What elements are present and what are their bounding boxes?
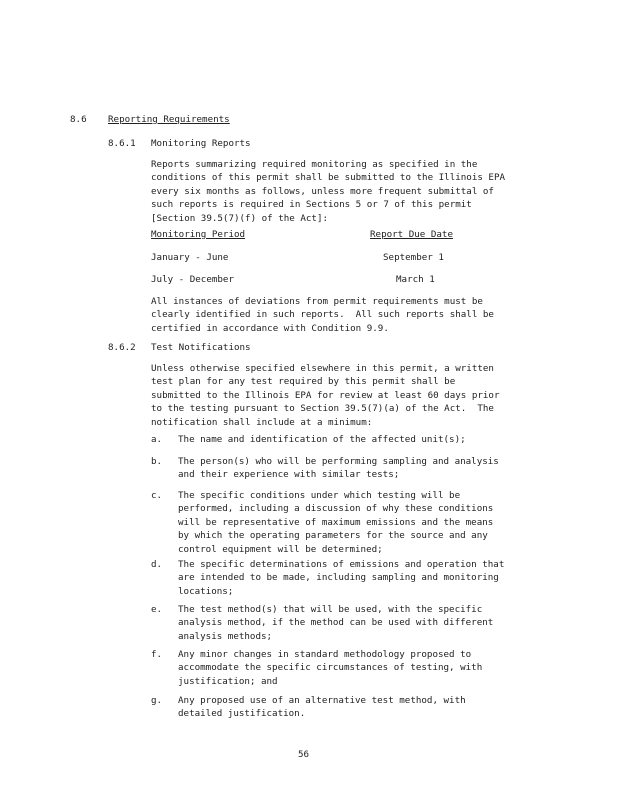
list-item-line: analysis methods;: [178, 630, 273, 642]
list-item-text: [178, 648, 482, 688]
paragraph-line: to the testing pursuant to Section 39.5(7)(a) of the Act. The: [151, 403, 494, 415]
paragraph-line: conditions of this permit shall be submitted to the Illinois EPA: [151, 172, 506, 184]
list-item-text: [178, 455, 499, 482]
monitoring-intro-paragraph: [151, 158, 505, 225]
table-cell-due: September 1: [383, 252, 444, 263]
list-item-line: and their experience with similar tests;: [178, 469, 400, 481]
list-item-line: will be representative of maximum emissions and the means: [178, 516, 494, 528]
paragraph-line: clearly identified in such reports. All such reports shall be: [151, 309, 494, 321]
paragraph-line: All instances of deviations from permit requirements must be: [151, 296, 483, 307]
table-cell-period: July - December: [151, 274, 234, 285]
list-item-line: Any minor changes in standard methodology proposed to: [178, 649, 472, 660]
subsection-number-monitoring: 8.6.1: [108, 138, 136, 149]
list-item-letter: e.: [151, 604, 163, 615]
test-intro-paragraph: [151, 362, 499, 429]
section-title: Reporting Requirements: [108, 114, 230, 125]
table-header-monitoring-period: Monitoring Period: [151, 229, 246, 240]
list-item-letter: d.: [151, 559, 163, 570]
list-item-text: [178, 694, 466, 721]
list-item-letter: b.: [151, 456, 163, 467]
paragraph-line: such reports is required in Sections 5 or 7 of this permit: [151, 199, 472, 211]
list-item-text: [178, 489, 493, 556]
paragraph-line: Reports summarizing required monitoring as specified in the: [151, 159, 478, 170]
list-item-letter: f.: [151, 649, 163, 660]
list-item-letter: c.: [151, 490, 163, 501]
paragraph-line: submitted to the Illinois EPA for review at least 60 days prior: [151, 389, 500, 401]
list-item-text: [178, 558, 504, 598]
list-item-line: justification; and: [178, 675, 278, 687]
list-item-line: The name and identification of the affected unit(s);: [178, 434, 466, 445]
paragraph-line: [Section 39.5(7)(f) of the Act]:: [151, 212, 329, 224]
list-item-line: detailed justification.: [178, 708, 306, 720]
list-item-text: [178, 433, 466, 446]
list-item-line: The specific conditions under which testing will be: [178, 490, 461, 501]
list-item-line: control equipment will be determined;: [178, 543, 383, 555]
paragraph-line: every six months as follows, unless more frequent submittal of: [151, 185, 494, 197]
paragraph-line: certified in accordance with Condition 9.9.: [151, 322, 389, 334]
section-number: 8.6: [70, 114, 87, 125]
list-item-line: The test method(s) that will be used, with the specific: [178, 604, 483, 615]
table-cell-period: January - June: [151, 252, 229, 263]
subsection-title-monitoring: Monitoring Reports: [151, 138, 251, 149]
list-item-line: The person(s) who will be performing sampling and analysis: [178, 456, 499, 467]
subsection-number-test: 8.6.2: [108, 342, 136, 353]
page-number: 56: [298, 749, 310, 760]
list-item-letter: a.: [151, 434, 163, 445]
table-header-report-due-date: Report Due Date: [370, 229, 453, 240]
list-item-line: locations;: [178, 585, 234, 597]
list-item-text: [178, 603, 493, 643]
list-item-line: by which the operating parameters for the source and any: [178, 530, 488, 542]
list-item-line: The specific determinations of emissions and operation that: [178, 559, 505, 570]
list-item-line: accommodate the specific circumstances of testing, with: [178, 662, 483, 674]
paragraph-line: Unless otherwise specified elsewhere in this permit, a written: [151, 363, 494, 374]
paragraph-line: test plan for any test required by this permit shall be: [151, 376, 456, 388]
table-cell-due: March 1: [396, 274, 435, 285]
list-item-line: performed, including a discussion of why these conditions: [178, 503, 494, 515]
list-item-letter: g.: [151, 695, 163, 706]
subsection-title-test: Test Notifications: [151, 342, 251, 353]
monitoring-closing-paragraph: [151, 295, 494, 335]
paragraph-line: notification shall include at a minimum:: [151, 416, 373, 428]
list-item-line: analysis method, if the method can be used with different: [178, 617, 494, 629]
list-item-line: Any proposed use of an alternative test method, with: [178, 695, 466, 706]
list-item-line: are intended to be made, including sampling and monitoring: [178, 572, 499, 584]
